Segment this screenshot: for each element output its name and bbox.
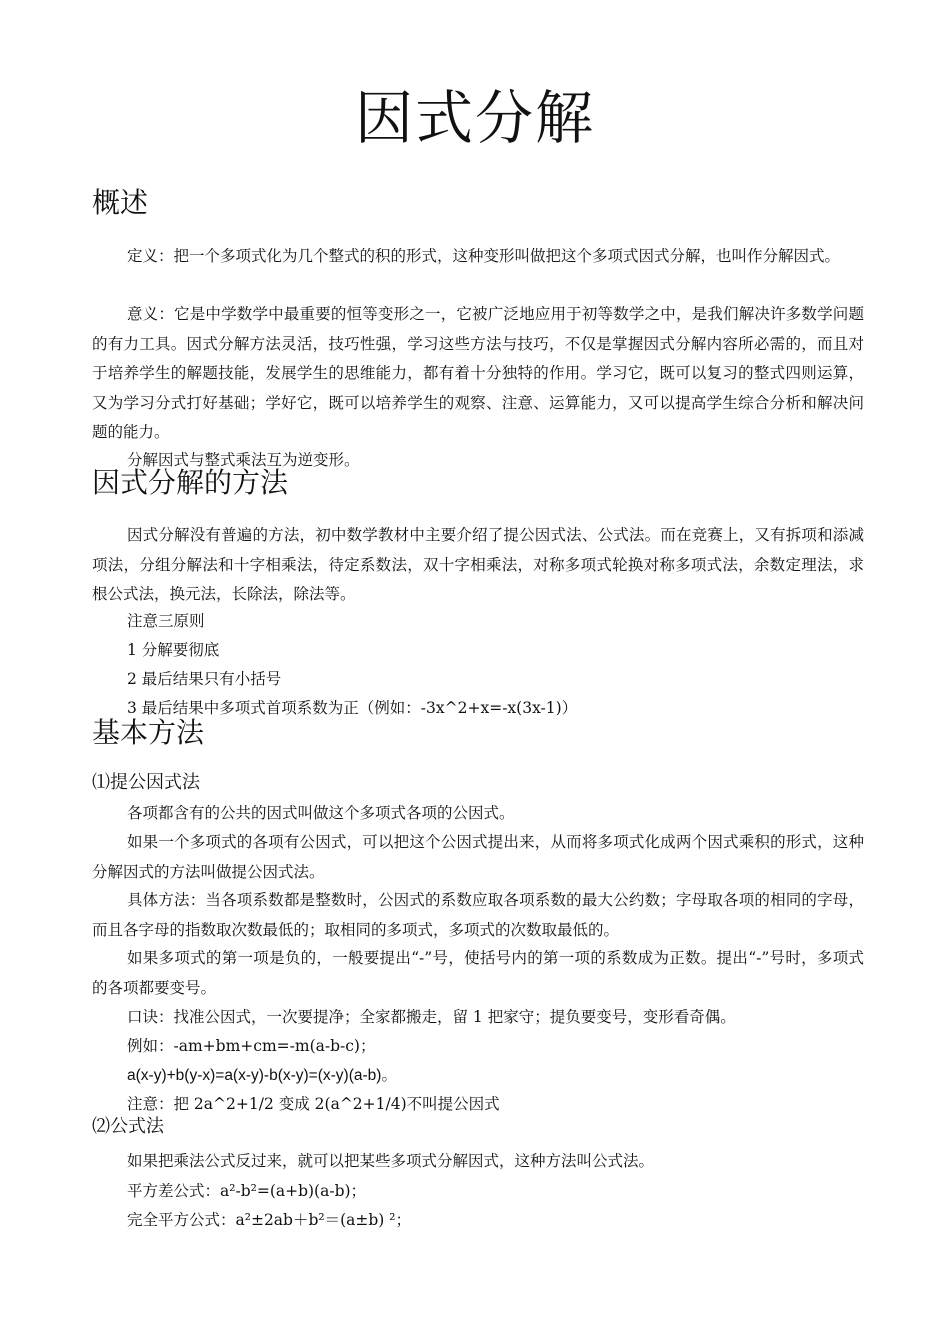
example-line: a(x-y)+b(y-x)=a(x-y)-b(x-y)=(x-y)(a-b)。 [127,1067,397,1084]
difference-of-squares-formula: 平方差公式：a²-b²=(a+b)(a-b)； [127,1182,367,1200]
definition-paragraph: 定义：把一个多项式化为几个整式的积的形式，这种变形叫做把这个多项式因式分解，也叫作分解因式。 [127,247,841,265]
principle-item: 1 分解要彻底 [127,641,220,659]
common-factor-explanation: 如果一个多项式的各项有公因式，可以把这个公因式提出来，从而将多项式化成两个因式乘积的形式，这种分解因式的方法叫做提公因式法。 [92,833,864,881]
methods-intro-paragraph: 因式分解没有普遍的方法，初中数学教材中主要介绍了提公因式法、公式法。而在竞赛上，又有拆项和添减项法，分组分解法和十字相乘法，待定系数法，双十字相乘法，对称多项式轮换对称多项式法，余数定理法，求根公式法，换元法，长除法，除法等。 [92,526,864,603]
principles-title: 注意三原则 [127,612,205,630]
section-heading-methods: 因式分解的方法 [92,466,289,499]
common-factor-definition: 各项都含有的公共的因式叫做这个多项式各项的公因式。 [127,804,515,822]
principle-item: 2 最后结果只有小括号 [127,670,282,688]
mnemonic: 口诀：找准公因式，一次要提净；全家都搬走，留 1 把家守；提负要变号，变形看奇偶。 [127,1008,736,1026]
common-factor-note: 注意：把 2a^2+1/2 变成 2(a^2+1/4)不叫提公因式 [127,1095,500,1113]
document-title: 因式分解 [354,84,595,152]
principle-item: 3 最后结果中多项式首项系数为正（例如：-3x^2+x=-x(3x-1)） [127,699,578,717]
negative-sign-rule: 如果多项式的第一项是负的，一般要提出“-”号，使括号内的第一项的系数成为正数。提出“-”号时，多项式的各项都要变号。 [92,949,864,997]
section-heading-basic: 基本方法 [92,716,205,749]
common-factor-method: 具体方法：当各项系数都是整数时，公因式的系数应取各项系数的最大公约数；字母取各项的相同的字母，而且各字母的指数取次数最低的；取相同的多项式，多项式的次数取最低的。 [92,891,864,939]
subsection-title-common-factor: ⑴提公因式法 [92,772,200,793]
subsection-title-formula: ⑵公式法 [92,1116,164,1137]
perfect-square-formula: 完全平方公式：a²±2ab＋b²＝(a±b) ²； [127,1211,411,1229]
section-heading-overview: 概述 [92,186,149,219]
formula-method-definition: 如果把乘法公式反过来，就可以把某些多项式分解因式，这种方法叫公式法。 [127,1152,655,1170]
significance-paragraph: 意义：它是中学数学中最重要的恒等变形之一，它被广泛地应用于初等数学之中，是我们解决许多数学问题的有力工具。因式分解方法灵活，技巧性强，学习这些方法与技巧，不仅是掌握因式分解内容所必需的，而且对于培养学生的解题技能，发展学生的思维能力，都有着十分独特的作用。学习它，既可以复习的整式四则运算，又为学习分式打好基础；学好它，既可以培养学生的观察、注意、运算能力，又可以提高学生综合分析和解决问题的能力。 [92,305,864,441]
inverse-paragraph: 分解因式与整式乘法互为逆变形。 [127,451,360,469]
example-line: 例如：-am+bm+cm=-m(a-b-c)； [127,1037,376,1055]
